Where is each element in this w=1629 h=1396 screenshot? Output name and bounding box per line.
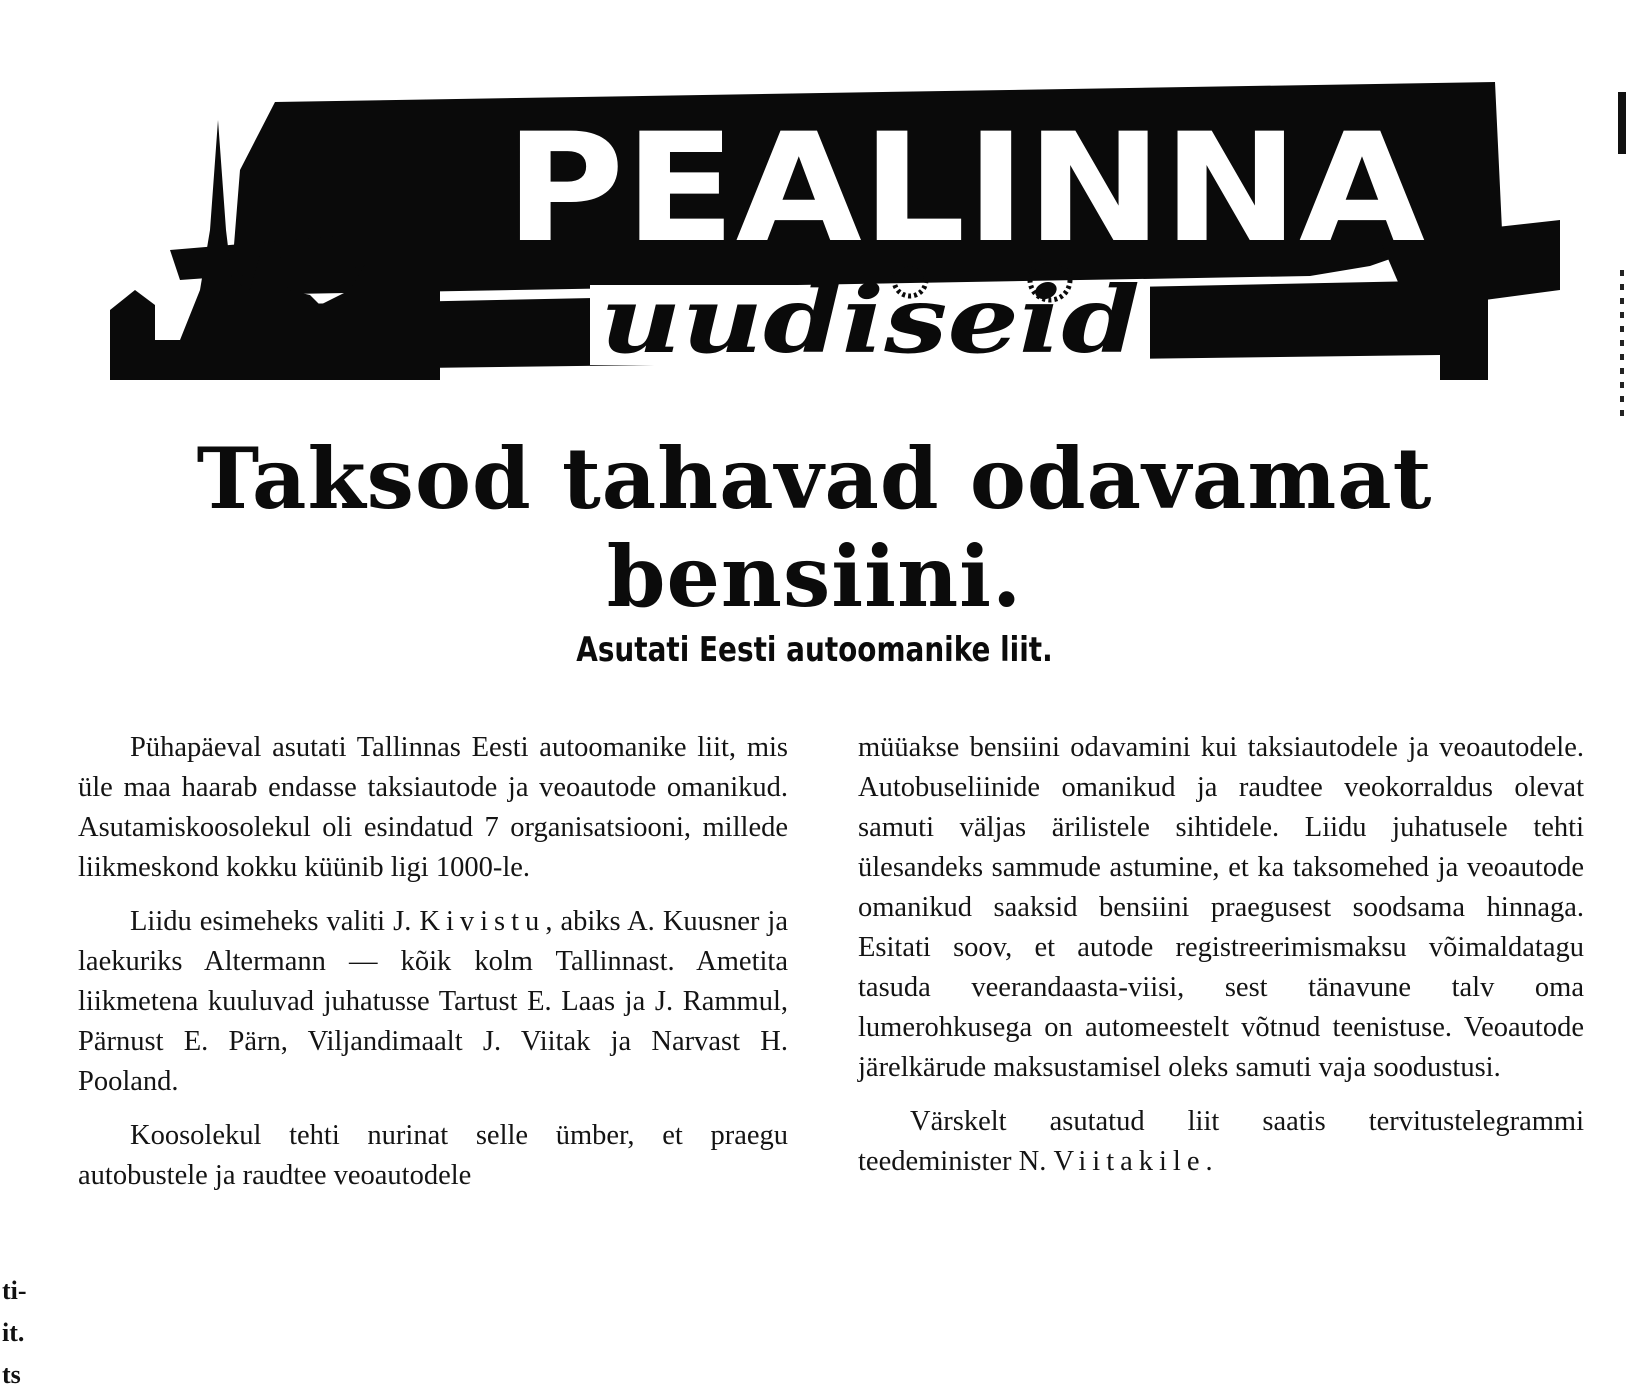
- masthead-logo: [110, 80, 1560, 380]
- masthead-subtitle: uudiseid: [600, 266, 1140, 374]
- page-edge-marks: [1620, 270, 1624, 420]
- paragraph: müüakse bensiini odavamini kui taksiautodele ja veoautodele. Autobuseliinide omanikud ja raudtee veokorraldus olevat samuti väljas ärilistele sihtidele. Liidu juhatusele tehti ülesandeks sammude astumine, et ka taksomehed ja veoautode omanikud saaksid bensiini praegusest soodsama hinnaga. Esitati soov, et autode registreerimismaksu võimaldatagu tasuda veerandaasta-viisi, sest tänavune talv oma lumerohkusega on automeestelt võtnud teenistuse. Veoautode järelkärude maksustamisel oleks samuti vaja soodustusi.: [858, 732, 1584, 1083]
- page-edge-rule: [1618, 92, 1626, 154]
- text-segment: Liidu esimeheks valiti J.: [130, 906, 420, 937]
- fragment: ts: [2, 1360, 21, 1389]
- masthead-title: PEALINNA: [505, 102, 1425, 276]
- article-column-left: [78, 728, 788, 1210]
- headline-line-1: Taksod tahavad odavamat: [196, 429, 1433, 528]
- article-subheadline: Asutati Eesti autoomanike liit.: [576, 630, 1053, 670]
- paragraph: Pühapäeval asutati Tallinnas Eesti autoomanike liit, mis üle maa haarab endasse taksiautode ja veoautode omanikud. Asutamiskoosolekul oli esindatud 7 organisatsiooni, millede liikmeskond kokku küünib ligi 1000-le.: [78, 732, 788, 883]
- text-segment: Värskelt asutatud liit saatis tervitustelegrammi teedeminister N.: [858, 1106, 1584, 1177]
- paragraph: [78, 902, 788, 1102]
- article-headline: [0, 430, 1629, 626]
- fragment: ti-: [2, 1276, 27, 1305]
- paragraph: Koosolekul tehti nurinat selle ümber, et praegu autobustele ja raudtee veoautodele: [78, 1120, 788, 1191]
- spaced-name: Kivistu: [419, 906, 546, 937]
- paragraph: [858, 1102, 1584, 1182]
- masthead-art: [110, 80, 1560, 380]
- text-segment: .: [1205, 1146, 1213, 1177]
- headline-line-2: bensiini.: [606, 527, 1023, 626]
- fragment: it.: [2, 1318, 25, 1347]
- adjacent-column-fragments: [2, 1270, 42, 1396]
- text-segment: , abiks A. Kuusner ja laekuriks Altermann — kõik kolm Tallinnast. Ametita liikmetena kuuluvad juhatusse Tartust E. Laas ja J. Rammul, Pärnust E. Pärn, Viljandimaalt J. Viitak ja Narvast H. Pooland.: [78, 906, 788, 1097]
- article-column-right: [858, 728, 1584, 1196]
- spaced-name: Viitakile: [1053, 1146, 1206, 1177]
